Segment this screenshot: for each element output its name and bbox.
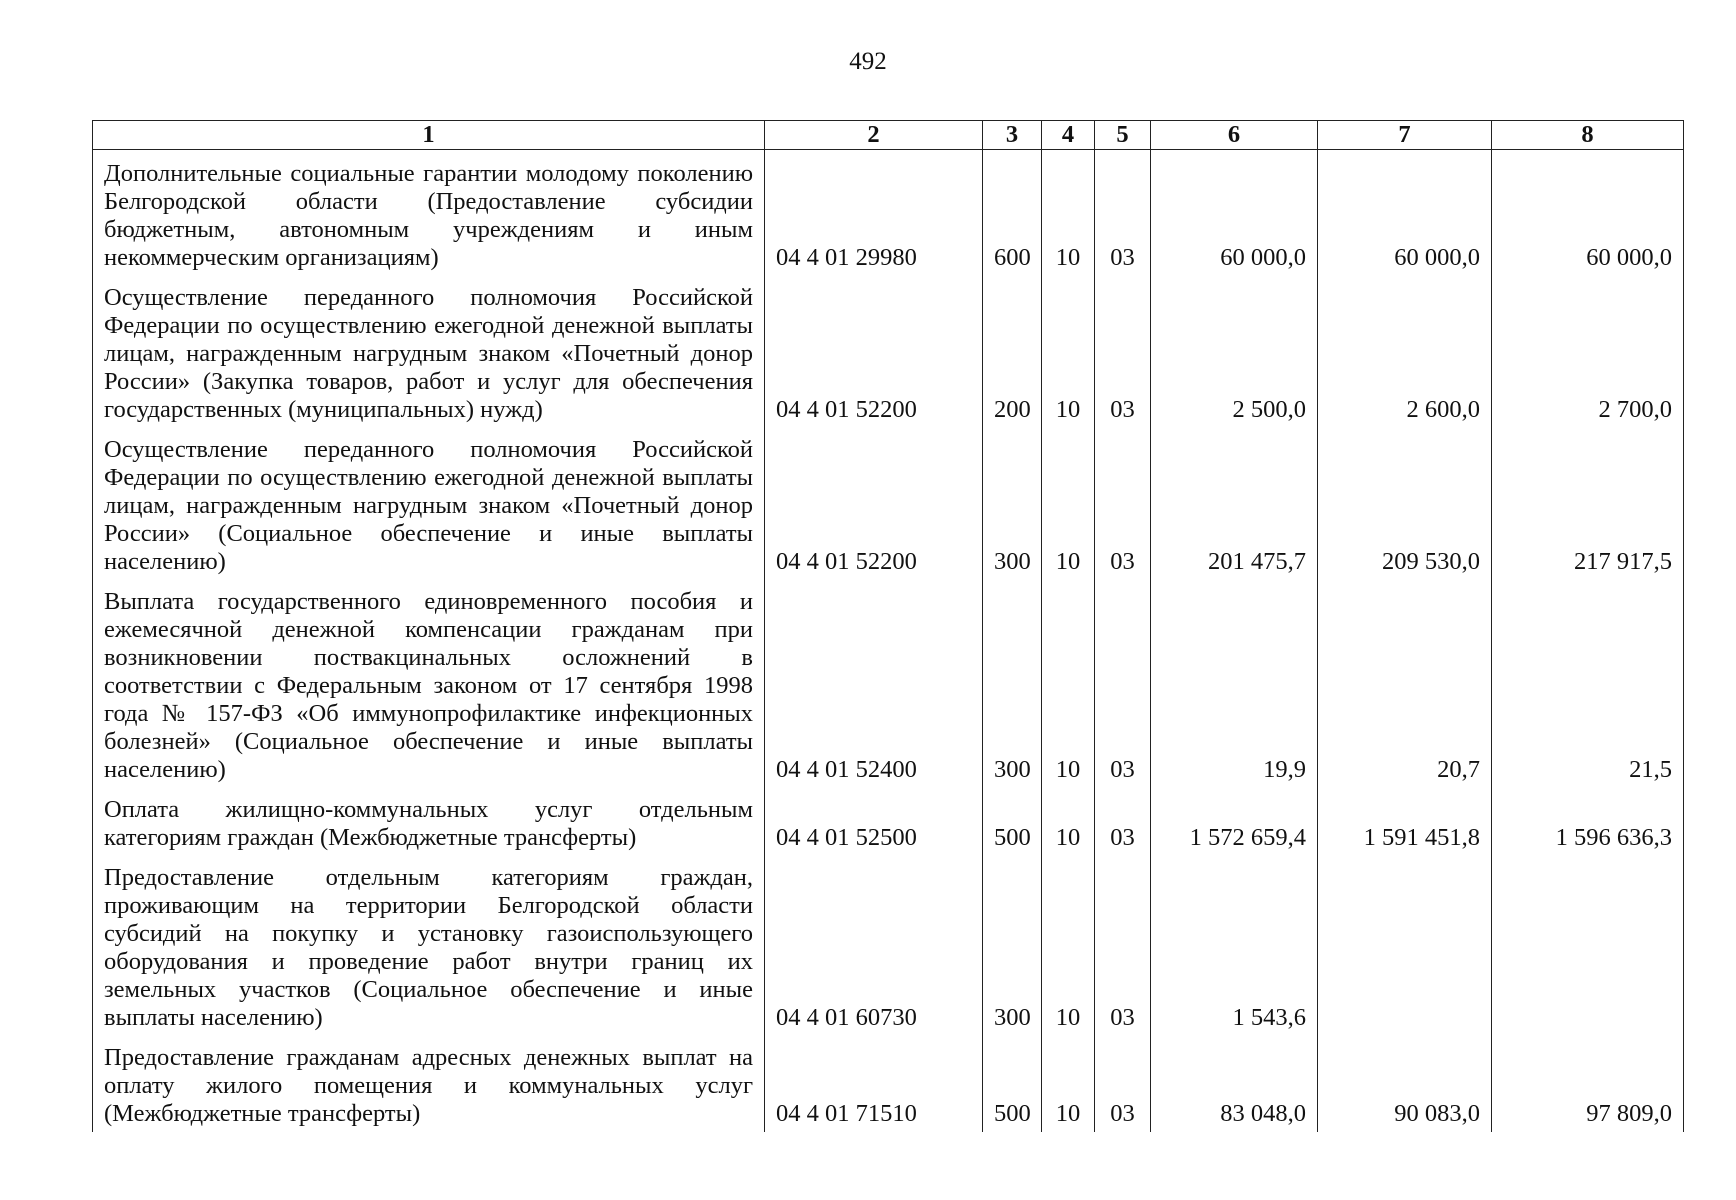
row-col-8: 21,5 — [1492, 578, 1684, 786]
header-col-2: 2 — [765, 121, 983, 150]
row-col-6: 1 572 659,4 — [1151, 786, 1318, 854]
row-col-6: 60 000,0 — [1151, 150, 1318, 275]
row-description: Осуществление переданного полномочия Российской Федерации по осуществлению ежегодной денежной выплаты лицам, награжденным нагрудным знаком «Почетный донор России» (Социальное обеспечение и иные выплаты населению) — [93, 426, 765, 578]
row-description: Осуществление переданного полномочия Российской Федерации по осуществлению ежегодной денежной выплаты лицам, награжденным нагрудным знаком «Почетный донор России» (Закупка товаров, работ и услуг для обеспечения государственных (муниципальных) нужд) — [93, 274, 765, 426]
row-description: Дополнительные социальные гарантии молодому поколению Белгородской области (Предоставление субсидии бюджетным, автономным учреждениям и иным некоммерческим организациям) — [93, 150, 765, 275]
page-number: 492 — [849, 48, 887, 75]
row-col-3: 500 — [983, 786, 1042, 854]
row-col-6: 201 475,7 — [1151, 426, 1318, 578]
budget-table — [92, 120, 1684, 1132]
row-col-7: 209 530,0 — [1318, 426, 1492, 578]
row-col-7: 1 591 451,8 — [1318, 786, 1492, 854]
table-row — [93, 854, 1684, 1034]
header-col-1: 1 — [93, 121, 765, 150]
row-code: 04 4 01 52200 — [765, 274, 983, 426]
row-col-5: 03 — [1095, 274, 1151, 426]
row-col-8: 217 917,5 — [1492, 426, 1684, 578]
row-col-7: 90 083,0 — [1318, 1034, 1492, 1132]
row-col-4: 10 — [1042, 150, 1095, 275]
row-col-8 — [1492, 854, 1684, 1034]
row-col-8: 2 700,0 — [1492, 274, 1684, 426]
row-col-4: 10 — [1042, 274, 1095, 426]
row-col-4: 10 — [1042, 426, 1095, 578]
table-row — [93, 1034, 1684, 1132]
row-col-3: 300 — [983, 578, 1042, 786]
row-col-3: 600 — [983, 150, 1042, 275]
table-row — [93, 786, 1684, 854]
header-col-8: 8 — [1492, 121, 1684, 150]
row-description: Выплата государственного единовременного пособия и ежемесячной денежной компенсации гражданам при возникновении поствакцинальных осложнений в соответствии с Федеральным законом от 17 сентября 1998 года № 157-ФЗ «Об иммунопрофилактике инфекционных болезней» (Социальное обеспечение и иные выплаты населению) — [93, 578, 765, 786]
row-col-3: 300 — [983, 854, 1042, 1034]
row-code: 04 4 01 60730 — [765, 854, 983, 1034]
row-col-5: 03 — [1095, 786, 1151, 854]
row-col-5: 03 — [1095, 150, 1151, 275]
row-col-8: 97 809,0 — [1492, 1034, 1684, 1132]
row-col-6: 1 543,6 — [1151, 854, 1318, 1034]
row-col-5: 03 — [1095, 426, 1151, 578]
row-description: Предоставление гражданам адресных денежных выплат на оплату жилого помещения и коммунальных услуг (Межбюджетные трансферты) — [93, 1034, 765, 1132]
row-col-7: 20,7 — [1318, 578, 1492, 786]
row-code: 04 4 01 52500 — [765, 786, 983, 854]
row-col-3: 200 — [983, 274, 1042, 426]
table-row — [93, 578, 1684, 786]
row-col-8: 1 596 636,3 — [1492, 786, 1684, 854]
table-body — [93, 150, 1684, 1133]
row-code: 04 4 01 29980 — [765, 150, 983, 275]
row-col-3: 300 — [983, 426, 1042, 578]
row-col-5: 03 — [1095, 578, 1151, 786]
row-description: Оплата жилищно-коммунальных услуг отдельным категориям граждан (Межбюджетные трансферты) — [93, 786, 765, 854]
row-col-6: 83 048,0 — [1151, 1034, 1318, 1132]
table-header — [93, 121, 1684, 150]
header-col-5: 5 — [1095, 121, 1151, 150]
row-col-5: 03 — [1095, 854, 1151, 1034]
header-col-7: 7 — [1318, 121, 1492, 150]
row-col-4: 10 — [1042, 786, 1095, 854]
table-row — [93, 274, 1684, 426]
row-description: Предоставление отдельным категориям граждан, проживающим на территории Белгородской области субсидий на покупку и установку газоиспользующего оборудования и проведение работ внутри границ их земельных участков (Социальное обеспечение и иные выплаты населению) — [93, 854, 765, 1034]
header-col-4: 4 — [1042, 121, 1095, 150]
header-col-6: 6 — [1151, 121, 1318, 150]
row-col-4: 10 — [1042, 578, 1095, 786]
row-col-4: 10 — [1042, 1034, 1095, 1132]
row-col-6: 2 500,0 — [1151, 274, 1318, 426]
row-col-6: 19,9 — [1151, 578, 1318, 786]
row-code: 04 4 01 52200 — [765, 426, 983, 578]
row-code: 04 4 01 52400 — [765, 578, 983, 786]
table-row — [93, 426, 1684, 578]
row-col-5: 03 — [1095, 1034, 1151, 1132]
row-col-8: 60 000,0 — [1492, 150, 1684, 275]
row-col-7 — [1318, 854, 1492, 1034]
table-row — [93, 150, 1684, 275]
row-col-7: 60 000,0 — [1318, 150, 1492, 275]
header-col-3: 3 — [983, 121, 1042, 150]
row-code: 04 4 01 71510 — [765, 1034, 983, 1132]
row-col-3: 500 — [983, 1034, 1042, 1132]
row-col-7: 2 600,0 — [1318, 274, 1492, 426]
row-col-4: 10 — [1042, 854, 1095, 1034]
